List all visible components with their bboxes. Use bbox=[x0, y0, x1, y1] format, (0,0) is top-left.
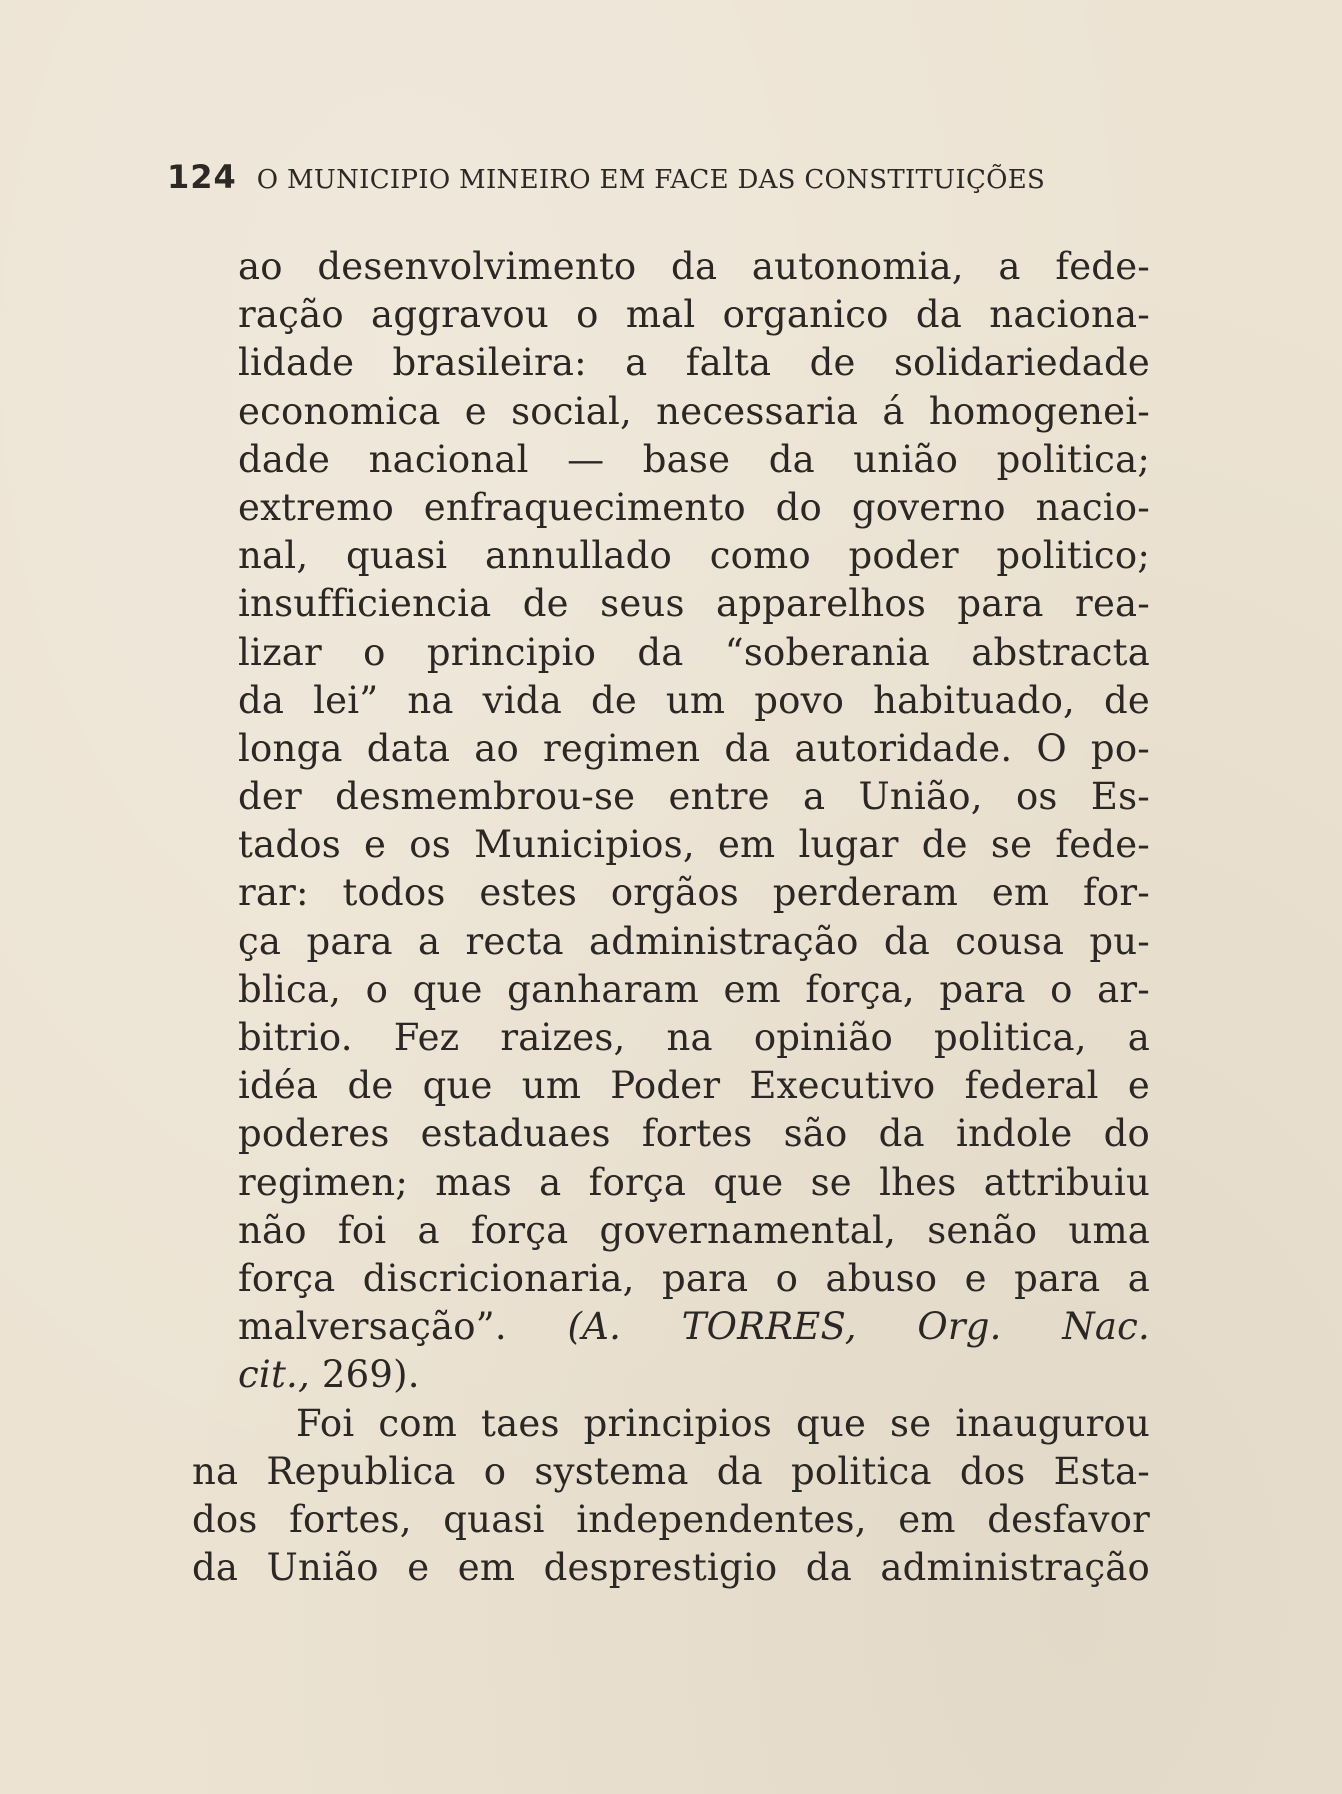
text-line: economica e social, necessaria á homogenei- bbox=[238, 389, 1150, 433]
page-number: 124 bbox=[167, 158, 237, 196]
running-head bbox=[167, 158, 1152, 198]
text-line: ça para a recta administração da cousa pu- bbox=[238, 919, 1150, 963]
text-line: rar: todos estes orgãos perderam em for- bbox=[238, 871, 1150, 915]
paragraph-2 bbox=[192, 1400, 1150, 1593]
text-line: der desmembrou-se entre a União, os Es- bbox=[238, 775, 1150, 819]
text-line: lidade brasileira: a falta de solidariedade bbox=[238, 341, 1150, 385]
text-line: regimen; mas a força que se lhes attribuiu bbox=[238, 1160, 1150, 1204]
text-line: blica, o que ganharam em força, para o ar- bbox=[238, 967, 1150, 1011]
text-line: ração aggravou o mal organico da naciona- bbox=[238, 293, 1150, 337]
text-line: idéa de que um Poder Executivo federal e bbox=[238, 1064, 1150, 1108]
text-malversacao: malversação”. bbox=[238, 1305, 507, 1349]
text-line: não foi a força governamental, senão uma bbox=[238, 1208, 1150, 1252]
text-line: dos fortes, quasi independentes, em desfavor bbox=[192, 1497, 1150, 1541]
text-line: da lei” na vida de um povo habituado, de bbox=[238, 678, 1150, 722]
text-line: bitrio. Fez raizes, na opinião politica, a bbox=[238, 1016, 1150, 1059]
citation-line bbox=[238, 1303, 1150, 1351]
citation-line-end bbox=[238, 1351, 1150, 1399]
text-line: tados e os Municipios, em lugar de se fede- bbox=[238, 823, 1150, 867]
text-line: nal, quasi annullado como poder politico; bbox=[238, 534, 1150, 578]
text-line: Foi com taes principios que se inaugurou bbox=[296, 1401, 1150, 1445]
body-text bbox=[192, 243, 1151, 1592]
text-line: insufficiencia de seus apparelhos para rea- bbox=[238, 582, 1150, 626]
text-line: dade nacional — base da união politica; bbox=[238, 437, 1150, 481]
running-title: O MUNICIPIO MINEIRO EM FACE DAS CONSTITUIÇÕES bbox=[256, 165, 1046, 195]
text-line: na Republica o systema da politica dos Esta- bbox=[192, 1449, 1150, 1493]
text-line: poderes estaduaes fortes são da indole do bbox=[238, 1112, 1150, 1156]
text-line: força discricionaria, para o abuso e para a bbox=[238, 1256, 1150, 1300]
citation-cit: cit., bbox=[238, 1353, 310, 1397]
text-line: ao desenvolvimento da autonomia, a fede- bbox=[238, 245, 1150, 288]
text-line: da União e em desprestigio da administração bbox=[192, 1546, 1150, 1590]
paragraph-1 bbox=[238, 243, 1150, 1400]
text-line: extremo enfraquecimento do governo nacio- bbox=[238, 485, 1150, 529]
text-line: longa data ao regimen da autoridade. O po- bbox=[238, 726, 1150, 770]
citation-source: (A. TORRES, Org. Nac. bbox=[567, 1305, 1151, 1349]
text-line: lizar o principio da “soberania abstracta bbox=[238, 630, 1150, 674]
citation-page: 269). bbox=[321, 1353, 420, 1397]
